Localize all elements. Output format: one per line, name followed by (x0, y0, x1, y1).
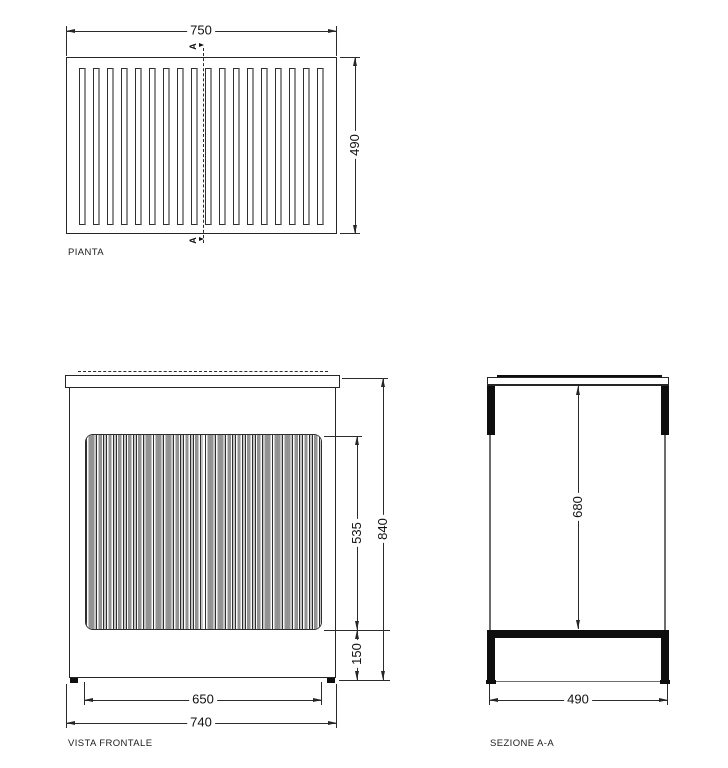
section-countertop (487, 377, 669, 386)
front-dim-740: 740 (187, 716, 215, 730)
plan-slat (289, 68, 296, 225)
plan-slat (177, 68, 184, 225)
plan-slat (233, 68, 240, 225)
section-dim-490: 490 (564, 693, 592, 707)
arrow-up-icon (355, 436, 359, 445)
arrow-down-icon (576, 620, 580, 629)
plan-slat (191, 68, 198, 225)
front-foot-right (327, 678, 335, 683)
section-ext-490-left (489, 684, 490, 705)
plan-slat (303, 68, 310, 225)
arrow-left-icon (66, 29, 75, 33)
plan-slat (247, 68, 254, 225)
front-dim-840: 840 (376, 515, 390, 543)
plan-slat (219, 68, 226, 225)
section-foot-left (486, 680, 496, 684)
front-view-label: VISTA FRONTALE (68, 738, 153, 749)
section-marker-a-bottom: A (187, 237, 198, 244)
plan-slat (317, 68, 324, 225)
arrow-up-icon (576, 386, 580, 395)
section-view-label: SEZIONE A-A (490, 738, 555, 749)
arrow-right-icon (328, 721, 337, 725)
front-countertop (65, 375, 340, 388)
section-dim-680: 680 (571, 493, 585, 521)
section-bottom-shelf (489, 630, 667, 638)
front-foot-left (70, 678, 78, 683)
front-top-dashed-line (78, 371, 328, 372)
section-foot-right (660, 680, 670, 684)
arrow-up-icon (381, 378, 385, 387)
section-marker-a-top: A (187, 43, 198, 50)
arrow-right-icon (313, 698, 322, 702)
plan-slats (79, 68, 324, 225)
plan-slat (93, 68, 100, 225)
arrow-right-icon (328, 29, 337, 33)
section-cut-line (203, 48, 204, 243)
section-leg-left (487, 630, 495, 680)
plan-ext-top-right (340, 57, 360, 58)
plan-ext-bottom-right (340, 233, 360, 234)
front-ext-650-left (84, 682, 85, 705)
plan-slat (205, 68, 212, 225)
section-side-panel-left (487, 386, 495, 435)
front-ext-floor (339, 680, 390, 681)
arrow-down-icon (381, 671, 385, 680)
front-ribbed-door-left (86, 435, 203, 629)
arrow-down-icon (353, 225, 357, 234)
arrow-left-icon (66, 721, 75, 725)
arrow-right-icon (659, 698, 668, 702)
section-ext-490-right (667, 684, 668, 705)
plan-slat (261, 68, 268, 225)
section-side-line-right (664, 435, 666, 630)
plan-slat (107, 68, 114, 225)
section-floor-line (495, 681, 661, 682)
front-ext-650-right (321, 682, 322, 705)
plan-dim-490: 490 (348, 131, 362, 159)
section-marker-arrow-top-icon (199, 43, 204, 47)
front-ribbed-panel (85, 434, 322, 630)
plan-slat (121, 68, 128, 225)
plan-slat (149, 68, 156, 225)
section-leg-right (661, 630, 669, 680)
arrow-left-icon (489, 698, 498, 702)
plan-slat (163, 68, 170, 225)
plan-slat (275, 68, 282, 225)
arrow-up-icon (355, 630, 359, 639)
plan-slat (135, 68, 142, 225)
front-dim-650: 650 (189, 693, 217, 707)
plan-view-label: PIANTA (68, 247, 105, 258)
section-side-line-left (489, 435, 491, 630)
front-ribbed-door-right (205, 435, 322, 629)
arrow-down-icon (355, 621, 359, 630)
section-side-panel-right (661, 386, 669, 435)
front-dim-535: 535 (350, 519, 364, 547)
front-dim-150: 150 (350, 640, 364, 668)
section-marker-arrow-bottom-icon (199, 237, 204, 241)
plan-slat (79, 68, 86, 225)
arrow-down-icon (355, 671, 359, 680)
arrow-up-icon (353, 57, 357, 66)
plan-dim-750: 750 (187, 24, 215, 38)
arrow-left-icon (84, 698, 93, 702)
